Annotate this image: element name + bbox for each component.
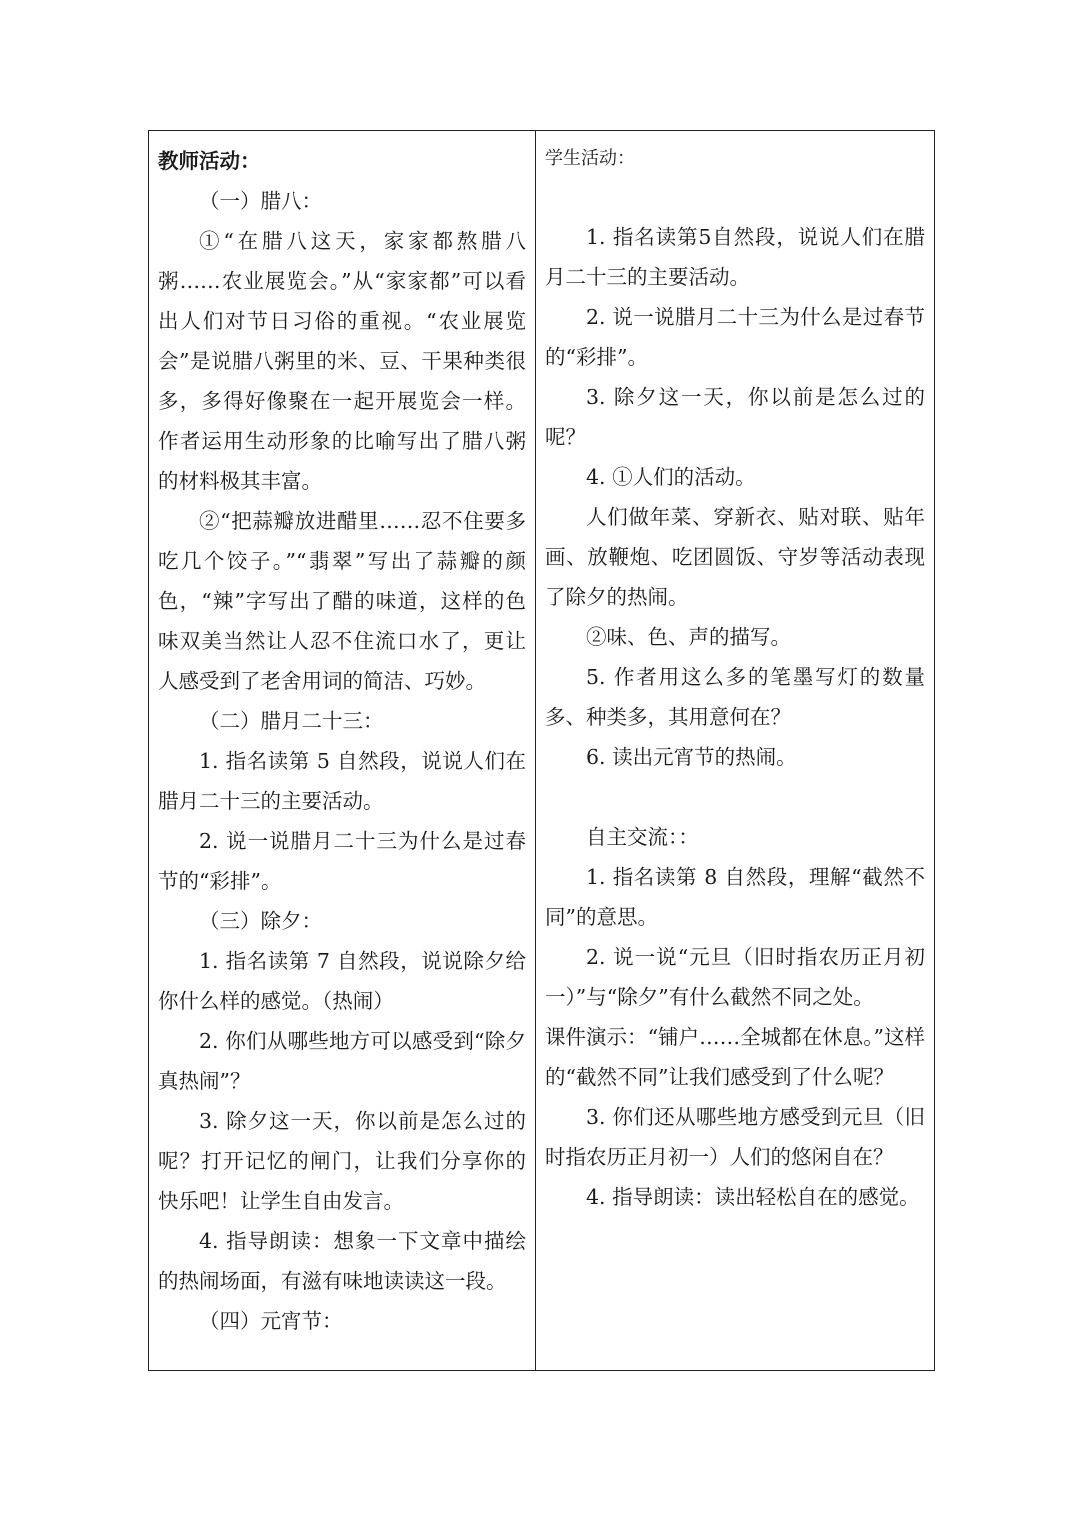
- table-row: [149, 131, 935, 1371]
- courseware-demo: 课件演示：“铺户……全城都在休息。”这样的“截然不同”让我们感受到了什么呢？: [545, 1025, 925, 1089]
- blank-line: [545, 177, 925, 217]
- teacher-heading: 教师活动：: [158, 149, 261, 173]
- teacher-paragraph: （四）元宵节：: [199, 1309, 343, 1333]
- student-paragraph: 1. 指名读第 8 自然段，理解“截然不同”的意思。: [545, 865, 925, 929]
- student-paragraph: 2. 说一说“元旦（旧时指农历正月初一）”与“除夕”有什么截然不同之处。: [545, 945, 925, 1009]
- teacher-paragraph: （三）除夕：: [199, 909, 322, 933]
- student-paragraph: 3. 除夕这一天，你以前是怎么过的呢？: [545, 385, 925, 449]
- blank-line: [545, 777, 925, 817]
- teacher-paragraph: 1. 指名读第 5 自然段，说说人们在腊月二十三的主要活动。: [158, 749, 526, 813]
- teacher-paragraph: 2. 说一说腊月二十三为什么是过春节的“彩排”。: [158, 829, 526, 893]
- teacher-paragraph: 3. 除夕这一天，你以前是怎么过的呢？打开记忆的闸门，让我们分享你的快乐吧！让学生自由发言。: [158, 1109, 526, 1213]
- student-heading: 学生活动：: [545, 148, 635, 169]
- teacher-paragraph: ①“在腊八这天，家家都熬腊八粥……农业展览会。”从“家家都”可以看出人们对节日习俗的重视。“农业展览会”是说腊八粥里的米、豆、干果种类很多，多得好像聚在一起开展览会一样。作者运用生动形象的比喻写出了腊八粥的材料极其丰富。: [158, 229, 526, 493]
- student-paragraph: 1. 指名读第5自然段，说说人们在腊月二十三的主要活动。: [545, 225, 925, 289]
- teacher-paragraph: （一）腊八：: [199, 189, 322, 213]
- teacher-paragraph: 1. 指名读第 7 自然段，说说除夕给你什么样的感觉。（热闹）: [158, 949, 526, 1013]
- student-paragraph: ②味、色、声的描写。: [586, 625, 791, 649]
- student-paragraph: 6. 读出元宵节的热闹。: [586, 745, 797, 769]
- student-activity-cell: [536, 131, 935, 1371]
- student-paragraph: 2. 说一说腊月二十三为什么是过春节的“彩排”。: [545, 305, 925, 369]
- teacher-activity-cell: [149, 131, 536, 1371]
- student-paragraph: 3. 你们还从哪些地方感受到元旦（旧时指农历正月初一）人们的悠闲自在？: [545, 1105, 925, 1169]
- teacher-paragraph: （二）腊月二十三：: [199, 709, 384, 733]
- student-paragraph: 4. ①人们的活动。: [586, 465, 756, 489]
- teacher-paragraph: ②“把蒜瓣放进醋里……忍不住要多吃几个饺子。”“翡翠”写出了蒜瓣的颜色，“辣”字写出了醋的味道，这样的色味双美当然让人忍不住流口水了，更让人感受到了老舍用词的简洁、巧妙。: [158, 509, 526, 693]
- teacher-paragraph: 2. 你们从哪些地方可以感受到“除夕真热闹”？: [158, 1029, 526, 1093]
- student-paragraph: 5. 作者用这么多的笔墨写灯的数量多、种类多，其用意何在？: [545, 665, 925, 729]
- student-paragraph: 人们做年菜、穿新衣、贴对联、贴年画、放鞭炮、吃团圆饭、守岁等活动表现了除夕的热闹。: [545, 505, 925, 609]
- teacher-paragraph: 4. 指导朗读：想象一下文章中描绘的热闹场面，有滋有味地读读这一段。: [158, 1229, 526, 1293]
- student-paragraph: 4. 指导朗读：读出轻松自在的感觉。: [586, 1185, 920, 1209]
- student-paragraph: 自主交流：：: [586, 825, 699, 849]
- lesson-table: [148, 130, 935, 1371]
